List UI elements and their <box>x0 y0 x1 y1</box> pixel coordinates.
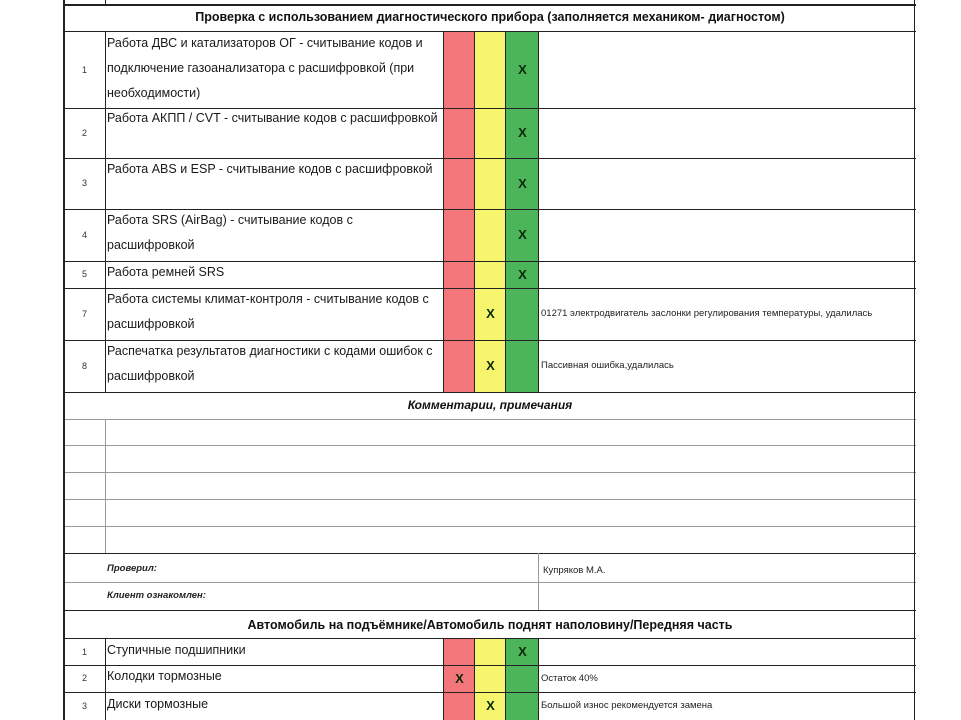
status-cell-green[interactable] <box>506 692 538 720</box>
grid-line <box>505 32 506 392</box>
status-cell-yellow[interactable] <box>475 665 506 692</box>
grid-line <box>105 639 106 720</box>
row-number: 2 <box>81 673 87 683</box>
status-cell-red[interactable] <box>444 692 475 720</box>
grid-line <box>443 32 444 392</box>
grid-line <box>474 32 475 392</box>
grid-line <box>63 499 916 500</box>
row-number: 7 <box>81 309 87 319</box>
grid-line <box>505 639 506 720</box>
grid-line <box>105 419 106 553</box>
status-mark: X <box>455 671 464 686</box>
grid-line <box>63 340 916 341</box>
grid-line <box>63 553 916 554</box>
row-number: 1 <box>81 65 87 75</box>
grid-line <box>63 445 916 446</box>
row-description: Колодки тормозные <box>107 669 222 683</box>
grid-line <box>105 0 106 4</box>
grid-line <box>63 108 916 109</box>
row-note: Большой износ рекомендуется замена <box>541 700 713 711</box>
status-mark: X <box>518 176 527 191</box>
grid-line <box>63 158 916 159</box>
grid-line <box>63 0 65 720</box>
status-cell-yellow[interactable] <box>475 108 506 158</box>
row-description: Работа SRS (AirBag) - считывание кодов с расшифровкой <box>107 213 353 252</box>
row-number: 1 <box>81 647 87 657</box>
status-mark: X <box>518 125 527 140</box>
grid-line <box>443 639 444 720</box>
status-cell-red[interactable] <box>444 639 475 665</box>
grid-line <box>63 582 916 583</box>
grid-line <box>63 638 916 639</box>
status-cell-yellow[interactable] <box>475 261 506 288</box>
status-cell-green[interactable] <box>506 288 538 340</box>
grid-line <box>63 610 916 611</box>
status-cell-yellow[interactable] <box>475 639 506 665</box>
status-cell-green[interactable] <box>506 665 538 692</box>
grid-line <box>63 392 916 393</box>
row-description: Работа АКПП / CVT - считывание кодов с расшифровкой <box>107 111 438 125</box>
row-number: 5 <box>81 269 87 279</box>
grid-line <box>63 526 916 527</box>
status-mark: X <box>486 306 495 321</box>
status-cell-red[interactable] <box>444 288 475 340</box>
status-cell-red[interactable] <box>444 158 475 209</box>
status-cell-red[interactable] <box>444 340 475 392</box>
client-acknowledged-label: Клиент ознакомлен: <box>107 590 206 601</box>
status-cell-red[interactable] <box>444 261 475 288</box>
status-cell-red[interactable] <box>444 32 475 108</box>
row-number: 2 <box>81 128 87 138</box>
row-note: Пассивная ошибка,удалилась <box>541 360 674 371</box>
status-cell-red[interactable] <box>444 209 475 261</box>
grid-line <box>105 32 106 392</box>
row-number: 4 <box>81 230 87 240</box>
grid-line <box>63 209 916 210</box>
status-mark: X <box>518 227 527 242</box>
grid-line <box>63 472 916 473</box>
row-description: Ступичные подшипники <box>107 642 246 657</box>
grid-line <box>538 32 539 392</box>
grid-line <box>474 639 475 720</box>
status-mark: X <box>518 644 527 659</box>
row-description: Работа ДВС и катализаторов ОГ - считывание кодов и подключение газоанализатора с расшифровкой (при необходимости) <box>107 35 423 100</box>
grid-line <box>63 288 916 289</box>
lift-section-title: Автомобиль на подъёмнике/Автомобиль поднят наполовину/Передняя часть <box>247 618 733 632</box>
grid-line <box>63 261 916 262</box>
checked-by-label: Проверил: <box>107 563 157 574</box>
status-cell-yellow[interactable] <box>475 32 506 108</box>
row-description: Работа ABS и ESP - считывание кодов с расшифровкой <box>107 161 433 176</box>
checked-by-value: Купряков М.А. <box>543 565 606 576</box>
diagnostic-section-title: Проверка с использованием диагностического прибора (заполняется механиком- диагностом) <box>195 10 785 24</box>
status-mark: X <box>486 698 495 713</box>
status-mark: X <box>518 267 527 282</box>
row-description: Распечатка результатов диагностики с кодами ошибок с расшифровкой <box>107 344 433 383</box>
status-mark: X <box>486 358 495 373</box>
row-description: Диски тормозные <box>107 696 209 711</box>
row-number: 3 <box>81 178 87 188</box>
row-number: 8 <box>81 361 87 371</box>
grid-line <box>538 639 539 720</box>
row-note: Остаток 40% <box>541 673 598 684</box>
status-cell-red[interactable] <box>444 108 475 158</box>
status-cell-yellow[interactable] <box>475 209 506 261</box>
row-description: Работа ремней SRS <box>107 265 225 279</box>
grid-line <box>63 31 916 32</box>
status-cell-yellow[interactable] <box>475 158 506 209</box>
grid-line <box>63 419 916 420</box>
grid-line <box>538 553 539 610</box>
row-number: 3 <box>81 701 87 711</box>
grid-line <box>914 0 915 720</box>
status-mark: X <box>518 62 527 77</box>
grid-line <box>63 4 916 6</box>
comments-title: Комментарии, примечания <box>407 398 573 412</box>
grid-line <box>63 665 916 666</box>
grid-line <box>63 692 916 693</box>
row-description: Работа системы климат-контроля - считывание кодов с расшифровкой <box>107 292 429 331</box>
status-cell-green[interactable] <box>506 340 538 392</box>
row-note: 01271 электродвигатель заслонки регулирования температуры, удалилась <box>541 308 873 319</box>
